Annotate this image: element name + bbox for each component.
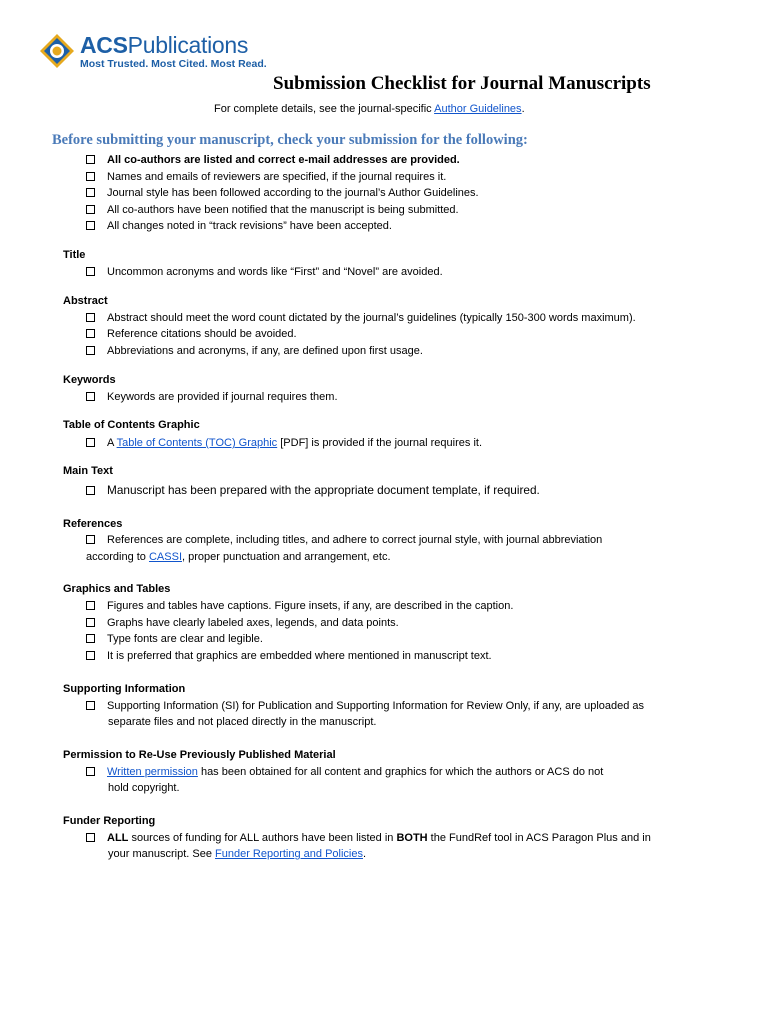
checkbox[interactable] (86, 329, 95, 338)
checklist-item-continuation: your manuscript. See Funder Reporting and Policies. (108, 848, 367, 860)
written-permission-link[interactable]: Written permission (107, 766, 198, 778)
checklist-item[interactable]: Type fonts are clear and legible. (86, 631, 263, 648)
checkbox[interactable] (86, 601, 95, 610)
checklist-item[interactable]: Journal style has been followed according to the journal’s Author Guidelines. (86, 185, 479, 202)
checklist-item[interactable]: Graphs have clearly labeled axes, legends, and data points. (86, 615, 399, 632)
checklist-item[interactable]: Manuscript has been prepared with the appropriate document template, if required. (86, 482, 540, 499)
section-title-title: Title (63, 249, 86, 261)
checklist-item[interactable]: It is preferred that graphics are embedded where mentioned in manuscript text. (86, 648, 492, 665)
checkbox[interactable] (86, 155, 95, 164)
checklist-item[interactable]: All co-authors are listed and correct e-mail addresses are provided. (86, 152, 460, 169)
section-title-permission: Permission to Re-Use Previously Published Material (63, 749, 336, 761)
checkbox[interactable] (86, 205, 95, 214)
checkbox[interactable] (86, 392, 95, 401)
checkbox[interactable] (86, 172, 95, 181)
author-guidelines-link[interactable]: Author Guidelines (434, 103, 522, 115)
checklist-item[interactable]: A Table of Contents (TOC) Graphic [PDF] is provided if the journal requires it. (86, 435, 482, 452)
cassi-link[interactable]: CASSI (148, 551, 182, 563)
checklist-item-continuation: hold copyright. (108, 782, 180, 794)
checkbox[interactable] (86, 486, 95, 495)
checklist-item[interactable]: Names and emails of reviewers are specified, if the journal requires it. (86, 169, 446, 186)
section-title-keywords: Keywords (63, 374, 116, 386)
checkbox[interactable] (86, 618, 95, 627)
checklist-item[interactable]: All changes noted in “track revisions” have been accepted. (86, 218, 392, 235)
checklist-item[interactable]: Keywords are provided if journal requires them. (86, 389, 338, 406)
section-title-abstract: Abstract (63, 295, 108, 307)
checkbox[interactable] (86, 346, 95, 355)
checkbox[interactable] (86, 535, 95, 544)
checklist-item[interactable]: Figures and tables have captions. Figure insets, if any, are described in the caption. (86, 598, 513, 615)
section-title-main-text: Main Text (63, 465, 113, 477)
checkbox[interactable] (86, 767, 95, 776)
checkbox[interactable] (86, 221, 95, 230)
section-title-supporting-information: Supporting Information (63, 683, 186, 695)
section-heading: Before submitting your manuscript, check your submission for the following: (52, 132, 528, 148)
toc-graphic-link[interactable]: Table of Contents (TOC) Graphic (116, 437, 278, 449)
checklist-item[interactable]: All co-authors have been notified that the manuscript is being submitted. (86, 202, 459, 219)
checklist-item[interactable]: Abstract should meet the word count dictated by the journal’s guidelines (typically 150-300 words maximum). (86, 310, 636, 327)
checkbox[interactable] (86, 267, 95, 276)
checklist-item[interactable]: Reference citations should be avoided. (86, 326, 297, 343)
section-title-references: References (63, 518, 123, 530)
checklist-item[interactable]: Written permission has been obtained for all content and graphics for which the authors or ACS do not (86, 764, 603, 781)
checkbox[interactable] (86, 651, 95, 660)
checklist-item[interactable]: Uncommon acronyms and words like “First” and “Novel” are avoided. (86, 264, 443, 281)
funder-reporting-link[interactable]: Funder Reporting and Policies (215, 848, 363, 860)
logo-wordmark: ACSPublications (80, 32, 249, 58)
checklist-item-continuation: separate files and not placed directly in the manuscript. (108, 716, 377, 728)
section-title-graphics: Graphics and Tables (63, 583, 171, 595)
checkbox[interactable] (86, 438, 95, 447)
section-title-toc: Table of Contents Graphic (63, 419, 200, 431)
checkbox[interactable] (86, 634, 95, 643)
logo-tagline: Most Trusted. Most Cited. Most Read. (80, 58, 267, 70)
checkbox[interactable] (86, 188, 95, 197)
section-title-funder-reporting: Funder Reporting (63, 815, 156, 827)
checklist-item[interactable]: Abbreviations and acronyms, if any, are defined upon first usage. (86, 343, 423, 360)
checkbox[interactable] (86, 313, 95, 322)
checklist-item[interactable]: Supporting Information (SI) for Publication and Supporting Information for Review Only, if any, are uploaded as (86, 698, 644, 715)
acs-diamond-logo-icon (38, 32, 76, 70)
checkbox[interactable] (86, 701, 95, 710)
checklist-item[interactable]: ALL sources of funding for ALL authors have been listed in BOTH the FundRef tool in ACS Paragon Plus and in (86, 830, 651, 847)
checklist-item-continuation: according to CASSI, proper punctuation and arrangement, etc. (86, 551, 391, 563)
subtitle: For complete details, see the journal-specific Author Guidelines. (214, 103, 525, 115)
page-title: Submission Checklist for Journal Manuscripts (273, 73, 651, 94)
checklist-item[interactable]: References are complete, including titles, and adhere to correct journal style, with journal abbreviation (86, 532, 602, 549)
checkbox[interactable] (86, 833, 95, 842)
